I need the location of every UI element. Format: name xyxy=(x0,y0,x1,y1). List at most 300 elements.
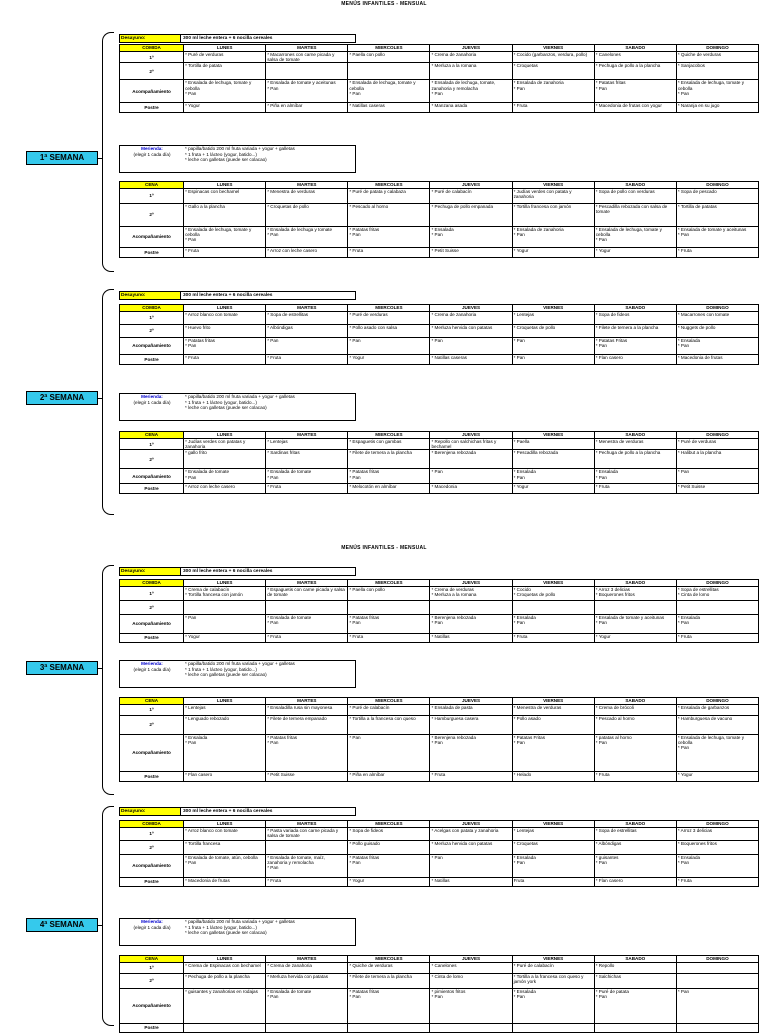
menu-cell: * Ensalada de lechuga, tomate y cebolla * Pan xyxy=(676,735,758,772)
menu-cell: * Pan xyxy=(676,469,758,484)
row-label: Acompañamiento xyxy=(120,989,184,1024)
menu-cell: * Sopa de pescado xyxy=(676,189,758,204)
day-header: VIERNES xyxy=(512,580,594,587)
day-header: LUNES xyxy=(184,698,266,705)
cena-header: CENA xyxy=(120,956,184,963)
menu-cell: * Croquetas de pollo xyxy=(512,325,594,338)
menu-cell: * Espinacas con bechamel xyxy=(184,189,266,204)
menu-cell: * Manzana asada xyxy=(430,103,512,113)
day-header: VIERNES xyxy=(512,698,594,705)
menu-cell: * Pescado al horno xyxy=(348,204,430,227)
day-header: JUEVES xyxy=(430,698,512,705)
menu-cell: * Ensalada de garbanzos xyxy=(676,705,758,716)
cena-row-rp xyxy=(120,248,759,258)
day-header: DOMINGO xyxy=(676,305,758,312)
menu-cell: * Menestra de verduras xyxy=(512,705,594,716)
comida-header: COMIDA xyxy=(120,580,184,587)
menu-cell xyxy=(676,1024,758,1033)
comida-row-r1 xyxy=(120,828,759,841)
row-label: 1º xyxy=(120,963,184,974)
menu-cell: * Melocotón en almíbar xyxy=(348,484,430,494)
menu-cell: * Berenjena rebozada * Pan xyxy=(430,735,512,772)
menu-cell: * Ensalada de lechuga, tomate y cebolla * Pan xyxy=(676,80,758,103)
menu-cell: * Fruta xyxy=(512,103,594,113)
menu-cell: * Ensalada * Pan xyxy=(430,227,512,248)
menu-cell: * Albóndigas xyxy=(594,841,676,855)
comida-row-rp xyxy=(120,355,759,365)
menu-cell xyxy=(676,601,758,615)
menu-cell: * Puré de verduras xyxy=(184,52,266,63)
menu-cell: * Ensalada * Pan xyxy=(512,989,594,1024)
menu-cell: * Pan xyxy=(348,338,430,355)
week-label: 1ª SEMANA xyxy=(26,151,98,165)
row-label: Postre xyxy=(120,878,184,887)
menu-cell: * Patatas fritas * Pan xyxy=(594,80,676,103)
day-header: LUNES xyxy=(184,821,266,828)
menu-cell: * Ensalada de tomate * Pan xyxy=(266,615,348,634)
cena-row-r1 xyxy=(120,189,759,204)
menu-cell: * Yogur xyxy=(512,484,594,494)
menu-cell: * Yogur xyxy=(184,634,266,643)
day-header: SABADO xyxy=(594,432,676,439)
menu-cell: * Patatas fritas * Pan xyxy=(348,615,430,634)
day-header: JUEVES xyxy=(430,580,512,587)
menu-cell: * Puré de calabacín xyxy=(512,963,594,974)
row-label: Postre xyxy=(120,355,184,365)
snack-label xyxy=(120,394,184,420)
day-header: MIERCOLES xyxy=(348,182,430,189)
menu-cell: * pimientos fritos * Pan xyxy=(430,989,512,1024)
menu-cell xyxy=(594,1024,676,1033)
day-header: SABADO xyxy=(594,821,676,828)
row-label: 2º xyxy=(120,63,184,80)
cena-row-r1 xyxy=(120,705,759,716)
menu-cell: * Tortilla francesa xyxy=(184,841,266,855)
snack-label-note: (elegir 1 cada día) xyxy=(133,924,171,930)
snack-option: * leche con galletas (puede ser colacao) xyxy=(185,405,267,410)
menu-cell: * Yogur xyxy=(676,772,758,782)
comida-row-r2 xyxy=(120,601,759,615)
menu-cell xyxy=(348,63,430,80)
menu-cell: * Filete de ternera a la plancha xyxy=(594,325,676,338)
day-header: DOMINGO xyxy=(676,580,758,587)
breakfast-box xyxy=(119,34,356,43)
day-header: MIERCOLES xyxy=(348,698,430,705)
day-header: MARTES xyxy=(266,45,348,52)
menu-cell: * gallo frito xyxy=(184,450,266,469)
day-header: DOMINGO xyxy=(676,698,758,705)
row-label: Acompañamiento xyxy=(120,227,184,248)
menu-cell: * Patatas fritas * Pan xyxy=(348,989,430,1024)
menu-cell: * Merluza hervida con patatas xyxy=(266,974,348,989)
day-header: MARTES xyxy=(266,956,348,963)
menu-cell: * Ensalada de pasta xyxy=(430,705,512,716)
day-header: MIERCOLES xyxy=(348,956,430,963)
week-label: 4ª SEMANA xyxy=(26,918,98,932)
menu-cell: * Acelgas con patata y zanahoria xyxy=(430,828,512,841)
menu-cell: * Natillas caseras xyxy=(430,355,512,365)
day-header: SABADO xyxy=(594,956,676,963)
snack-label-note: (elegir 1 cada día) xyxy=(133,151,171,157)
comida-header: COMIDA xyxy=(120,821,184,828)
menu-cell: * Crema de zanahoria xyxy=(430,312,512,325)
menu-cell: * Ensalada * Pan xyxy=(676,615,758,634)
menu-cell: * Natillas xyxy=(430,878,512,887)
menu-cell: * Gallo a la plancha xyxy=(184,204,266,227)
row-label: 2º xyxy=(120,601,184,615)
menu-cell: * Cocido (garbanzos, verdura, pollo) xyxy=(512,52,594,63)
menu-cell: * Pan xyxy=(430,338,512,355)
menu-cell: * Petit Suisse xyxy=(430,248,512,258)
menu-cell: * Paella xyxy=(512,439,594,450)
row-label: 2º xyxy=(120,716,184,735)
day-header: LUNES xyxy=(184,305,266,312)
day-header: VIERNES xyxy=(512,956,594,963)
menu-cell: * Salchichas xyxy=(594,974,676,989)
menu-cell: * Canelones xyxy=(594,52,676,63)
snack-options xyxy=(184,919,355,936)
comida-table xyxy=(119,579,759,643)
menu-cell: * Ensalada * Pan xyxy=(594,469,676,484)
comida-row-r1 xyxy=(120,587,759,601)
day-header: SABADO xyxy=(594,698,676,705)
cena-row-r1 xyxy=(120,439,759,450)
row-label: Acompañamiento xyxy=(120,855,184,878)
menu-cell: * Natillas caseras xyxy=(348,103,430,113)
day-header: MARTES xyxy=(266,305,348,312)
row-label: Acompañamiento xyxy=(120,338,184,355)
snack-option: * papilla/batido 200 ml fruta variada + yogur + galletas xyxy=(185,919,295,924)
menu-cell: * Crema de Espinacas con bechamel xyxy=(184,963,266,974)
menu-cell: * Croquetas xyxy=(512,841,594,855)
cena-row-r1 xyxy=(120,963,759,974)
menu-cell: * Pechuga de pollo a la plancha xyxy=(594,63,676,80)
day-header: DOMINGO xyxy=(676,182,758,189)
week-label: 3ª SEMANA xyxy=(26,661,98,675)
breakfast-box xyxy=(119,807,356,816)
day-header: DOMINGO xyxy=(676,956,758,963)
menu-cell: * Crema de brócoli xyxy=(594,705,676,716)
menu-cell: * Ensalada de lechuga, tomate y cebolla * Pan xyxy=(184,80,266,103)
day-header: JUEVES xyxy=(430,956,512,963)
breakfast-value: 300 ml leche entera + 6 nocilla cereales xyxy=(183,36,273,41)
comida-row-ra xyxy=(120,855,759,878)
menu-cell: * Ensalada de lechuga, tomate, zanahoria y remolacha * Pan xyxy=(430,80,512,103)
menu-cell: * Fruta xyxy=(184,248,266,258)
menu-cell: * Arroz blanco con tomate xyxy=(184,312,266,325)
cena-row-rp xyxy=(120,484,759,494)
menu-cell: * Quiche de verduras xyxy=(676,52,758,63)
day-header: VIERNES xyxy=(512,821,594,828)
day-header: MIERCOLES xyxy=(348,432,430,439)
menu-cell: * Tortilla a la francesa con queso y jamón york xyxy=(512,974,594,989)
menu-cell xyxy=(676,963,758,974)
comida-row-r1 xyxy=(120,52,759,63)
day-header: VIERNES xyxy=(512,432,594,439)
menu-cell: * Repollo xyxy=(594,963,676,974)
week-label: 2ª SEMANA xyxy=(26,391,98,405)
snack-option: * leche con galletas (puede ser colacao) xyxy=(185,930,267,935)
comida-row-rp xyxy=(120,103,759,113)
menu-cell: * Croquetas de pollo xyxy=(266,204,348,227)
comida-row-ra xyxy=(120,615,759,634)
breakfast-value: 300 ml leche entera + 6 nocilla cereales xyxy=(183,809,273,814)
day-header: JUEVES xyxy=(430,305,512,312)
menu-cell: * Cinta de lomo xyxy=(430,974,512,989)
snack-box xyxy=(119,145,356,173)
snack-box xyxy=(119,393,356,421)
row-label: Postre xyxy=(120,634,184,643)
menu-cell: * Natillas xyxy=(430,634,512,643)
menu-cell: * Merluza hervida con patatas xyxy=(430,841,512,855)
menu-cell: * Patatas Fritas * Pan xyxy=(512,735,594,772)
day-header: DOMINGO xyxy=(676,821,758,828)
snack-option: * papilla/batido 200 ml fruta variada + yogur + galletas xyxy=(185,394,295,399)
row-label: Postre xyxy=(120,1024,184,1033)
menu-cell: * Flan casero xyxy=(184,772,266,782)
menu-cell: * Judías verdes con patata y zanahoria xyxy=(512,189,594,204)
menu-cell: * Albóndigas xyxy=(266,325,348,338)
menu-cell: * Pan xyxy=(676,989,758,1024)
day-header: MIERCOLES xyxy=(348,305,430,312)
menu-cell: * Yogur xyxy=(184,103,266,113)
breakfast-label: Desayuno: xyxy=(120,568,181,575)
menu-cell: * Paella con pollo xyxy=(348,52,430,63)
menu-cell: * Sopa de estrellitas xyxy=(266,312,348,325)
menu-cell: * Merluza a la romana xyxy=(430,63,512,80)
menu-cell: * Sopa de pollo con verduras xyxy=(594,189,676,204)
cena-header: CENA xyxy=(120,432,184,439)
menu-cell: * Pan xyxy=(184,615,266,634)
breakfast-label: Desayuno: xyxy=(120,292,181,299)
comida-row-ra xyxy=(120,80,759,103)
comida-header: COMIDA xyxy=(120,45,184,52)
day-header: MIERCOLES xyxy=(348,821,430,828)
comida-header: COMIDA xyxy=(120,305,184,312)
day-header: MIERCOLES xyxy=(348,45,430,52)
menu-cell: * Patatas fritas * Pan xyxy=(348,469,430,484)
day-header: MARTES xyxy=(266,821,348,828)
day-header: LUNES xyxy=(184,580,266,587)
snack-option: * papilla/batido 200 ml fruta variada + yogur + galletas xyxy=(185,146,295,151)
row-label: 1º xyxy=(120,828,184,841)
menu-cell: * Tortilla a la francesa con queso xyxy=(348,716,430,735)
menu-cell: * Piña en almíbar xyxy=(348,772,430,782)
snack-label-note: (elegir 1 cada día) xyxy=(133,399,171,405)
day-header: MARTES xyxy=(266,580,348,587)
snack-label-title: Merienda: xyxy=(141,394,163,399)
week-brace xyxy=(102,32,114,272)
cena-row-ra xyxy=(120,227,759,248)
menu-cell: * Ensalada de tomate * Pan xyxy=(266,989,348,1024)
comida-table xyxy=(119,44,759,113)
menu-cell xyxy=(348,601,430,615)
cena-row-r2 xyxy=(120,974,759,989)
cena-row-ra xyxy=(120,989,759,1024)
row-label: Postre xyxy=(120,484,184,494)
menu-cell: * Filete de ternera a la plancha xyxy=(348,974,430,989)
menu-cell: * Puré de calabacín xyxy=(348,705,430,716)
menu-cell: * Pechuga de pollo a la plancha xyxy=(594,450,676,469)
menu-cell: * Ensalada de tomate * Pan xyxy=(266,469,348,484)
menu-cell: * Pollo asado con salsa xyxy=(348,325,430,338)
row-label: Acompañamiento xyxy=(120,615,184,634)
row-label: Postre xyxy=(120,248,184,258)
menu-cell: * Pan xyxy=(430,469,512,484)
menu-cell: * Sopa de estrellitas xyxy=(594,828,676,841)
menu-cell: * Filete de ternera empanado xyxy=(266,716,348,735)
breakfast-label: Desayuno: xyxy=(120,808,181,815)
menu-cell: * Naranja en su jugo xyxy=(676,103,758,113)
menu-cell: * Macarrones con tomate xyxy=(676,312,758,325)
menu-cell: * Halibut a la plancha xyxy=(676,450,758,469)
menu-cell: * Piña en almíbar xyxy=(266,103,348,113)
comida-row-r1 xyxy=(120,312,759,325)
breakfast-value: 300 ml leche entera + 6 nocilla cereales xyxy=(183,569,273,574)
week-brace xyxy=(102,806,114,1026)
menu-cell: * Pollo asado xyxy=(512,716,594,735)
comida-table xyxy=(119,820,759,887)
breakfast-value: 300 ml leche entera + 6 nocilla cereales xyxy=(183,293,273,298)
menu-cell: * Pan xyxy=(430,855,512,878)
menu-cell: * Tortilla francesa con jamón xyxy=(512,204,594,227)
snack-option: * leche con galletas (puede ser colacao) xyxy=(185,157,267,162)
snack-option: * 1 fruta + 1 lácteo (yogur, batido...) xyxy=(185,666,257,672)
cena-row-r2 xyxy=(120,716,759,735)
page-title: MENÚS INFANTILES - MENSUAL xyxy=(341,1,427,7)
snack-box xyxy=(119,660,356,688)
menu-cell: * Fruta xyxy=(266,878,348,887)
menu-cell xyxy=(348,1024,430,1033)
menu-cell: * Puré de patata * Pan xyxy=(594,989,676,1024)
menu-cell: * Petit Suisse xyxy=(266,772,348,782)
menu-cell: * Patatas fritas * Pan xyxy=(348,227,430,248)
menu-cell xyxy=(266,601,348,615)
cena-table xyxy=(119,697,759,782)
menu-cell: * Yogur xyxy=(594,634,676,643)
day-header: LUNES xyxy=(184,432,266,439)
menu-cell xyxy=(184,601,266,615)
menu-cell: * Arroz con leche casero xyxy=(266,248,348,258)
menu-cell: * Fruta xyxy=(184,355,266,365)
cena-table xyxy=(119,181,759,258)
row-label: Acompañamiento xyxy=(120,469,184,484)
day-header: SABADO xyxy=(594,580,676,587)
menu-cell xyxy=(184,1024,266,1033)
menu-cell: * Quiche de verduras xyxy=(348,963,430,974)
row-label: Acompañamiento xyxy=(120,735,184,772)
menu-cell: * Puré de verduras xyxy=(348,312,430,325)
day-header: MARTES xyxy=(266,432,348,439)
row-label: Postre xyxy=(120,103,184,113)
cena-row-rp xyxy=(120,772,759,782)
menu-cell: * Tortilla de patatas xyxy=(676,204,758,227)
menu-cell: * Fruta xyxy=(676,878,758,887)
snack-label xyxy=(120,661,184,687)
snack-option: * leche con galletas (puede ser colacao) xyxy=(185,672,267,677)
snack-label xyxy=(120,919,184,945)
menu-cell: * Pescadilla rebozada xyxy=(512,450,594,469)
menu-cell: * Ensalada de tomate y aceitunas * Pan xyxy=(594,615,676,634)
menu-cell: * Ensalada de tomate * Pan xyxy=(184,469,266,484)
comida-row-rp xyxy=(120,634,759,643)
menu-cell: * Crema de zanahoria xyxy=(430,52,512,63)
menu-cell: * Crema de verduras * Merluza a la romana xyxy=(430,587,512,601)
menu-cell: * Arroz con leche casero xyxy=(184,484,266,494)
snack-options xyxy=(184,146,355,163)
menu-cell: * Yogur xyxy=(594,248,676,258)
menu-cell: * Berenjena rebozada xyxy=(430,450,512,469)
menu-cell: * Menestra de verduras xyxy=(594,439,676,450)
day-header: JUEVES xyxy=(430,432,512,439)
menu-cell xyxy=(266,841,348,855)
menu-cell: * Lentejas xyxy=(512,828,594,841)
comida-row-r2 xyxy=(120,63,759,80)
breakfast-label: Desayuno: xyxy=(120,35,181,42)
menu-cell: * Patatas fritas * Pan xyxy=(348,855,430,878)
menu-cell: * Macedonia xyxy=(430,484,512,494)
day-header: SABADO xyxy=(594,182,676,189)
menu-cell: * Yogur xyxy=(348,355,430,365)
snack-label xyxy=(120,146,184,172)
menu-cell: * Fruta xyxy=(594,484,676,494)
row-label: 1º xyxy=(120,587,184,601)
comida-row-r2 xyxy=(120,325,759,338)
day-header: JUEVES xyxy=(430,45,512,52)
snack-label-note: (elegir 1 cada día) xyxy=(133,666,171,672)
menu-cell: * Sopa de estrellitas * Cinta de lomo xyxy=(676,587,758,601)
menu-cell: * Pechuga de pollo a la plancha xyxy=(184,974,266,989)
menu-cell: * Fruta xyxy=(266,355,348,365)
row-label: 2º xyxy=(120,841,184,855)
day-header: SABADO xyxy=(594,45,676,52)
menu-cell: * Crema de zanahoria xyxy=(266,963,348,974)
menu-cell xyxy=(430,1024,512,1033)
day-header: MARTES xyxy=(266,698,348,705)
menu-cell: * Arroz 3 delicias * Boquerones fritos xyxy=(594,587,676,601)
menu-cell: * Crema de calabacín * Tortilla francesa con jamón xyxy=(184,587,266,601)
row-label: 1º xyxy=(120,705,184,716)
menu-cell: * Puré de verduras xyxy=(676,439,758,450)
menu-cell: * Sardinas fritas xyxy=(266,450,348,469)
snack-label-title: Merienda: xyxy=(141,919,163,924)
menu-cell: * Tortilla de patata xyxy=(184,63,266,80)
snack-options xyxy=(184,661,355,678)
comida-row-rp xyxy=(120,878,759,887)
menu-cell: * Ensalada de lechuga y tomate * Pan xyxy=(266,227,348,248)
row-label: 2º xyxy=(120,325,184,338)
day-header: JUEVES xyxy=(430,821,512,828)
menu-cell: * Puré de patata y calabaza xyxy=(348,189,430,204)
menu-cell: * Arroz 3 delicias xyxy=(676,828,758,841)
row-label: 1º xyxy=(120,189,184,204)
breakfast-box xyxy=(119,567,356,576)
menu-cell: * Ensalada de zanahoria * Pan xyxy=(512,80,594,103)
menu-cell: * Ensalada * Pan xyxy=(512,855,594,878)
menu-cell: * Macedonia de frutas xyxy=(184,878,266,887)
menu-cell: * Cocido * Croquetas de pollo xyxy=(512,587,594,601)
menu-cell: * Judías verdes con patatas y zanahoria xyxy=(184,439,266,450)
cena-row-r2 xyxy=(120,204,759,227)
menu-cell: * Patatas fritas * Pan xyxy=(266,735,348,772)
menu-cell: * Ensalada * Pan xyxy=(676,338,758,355)
menu-cell: * Yogur xyxy=(512,248,594,258)
menu-cell: * Flan casero xyxy=(594,878,676,887)
menu-cell: * Fruta xyxy=(594,772,676,782)
menu-cell: * Petit Suisse xyxy=(676,484,758,494)
menu-cell: * Ensalada * Pan xyxy=(184,735,266,772)
cena-header: CENA xyxy=(120,698,184,705)
